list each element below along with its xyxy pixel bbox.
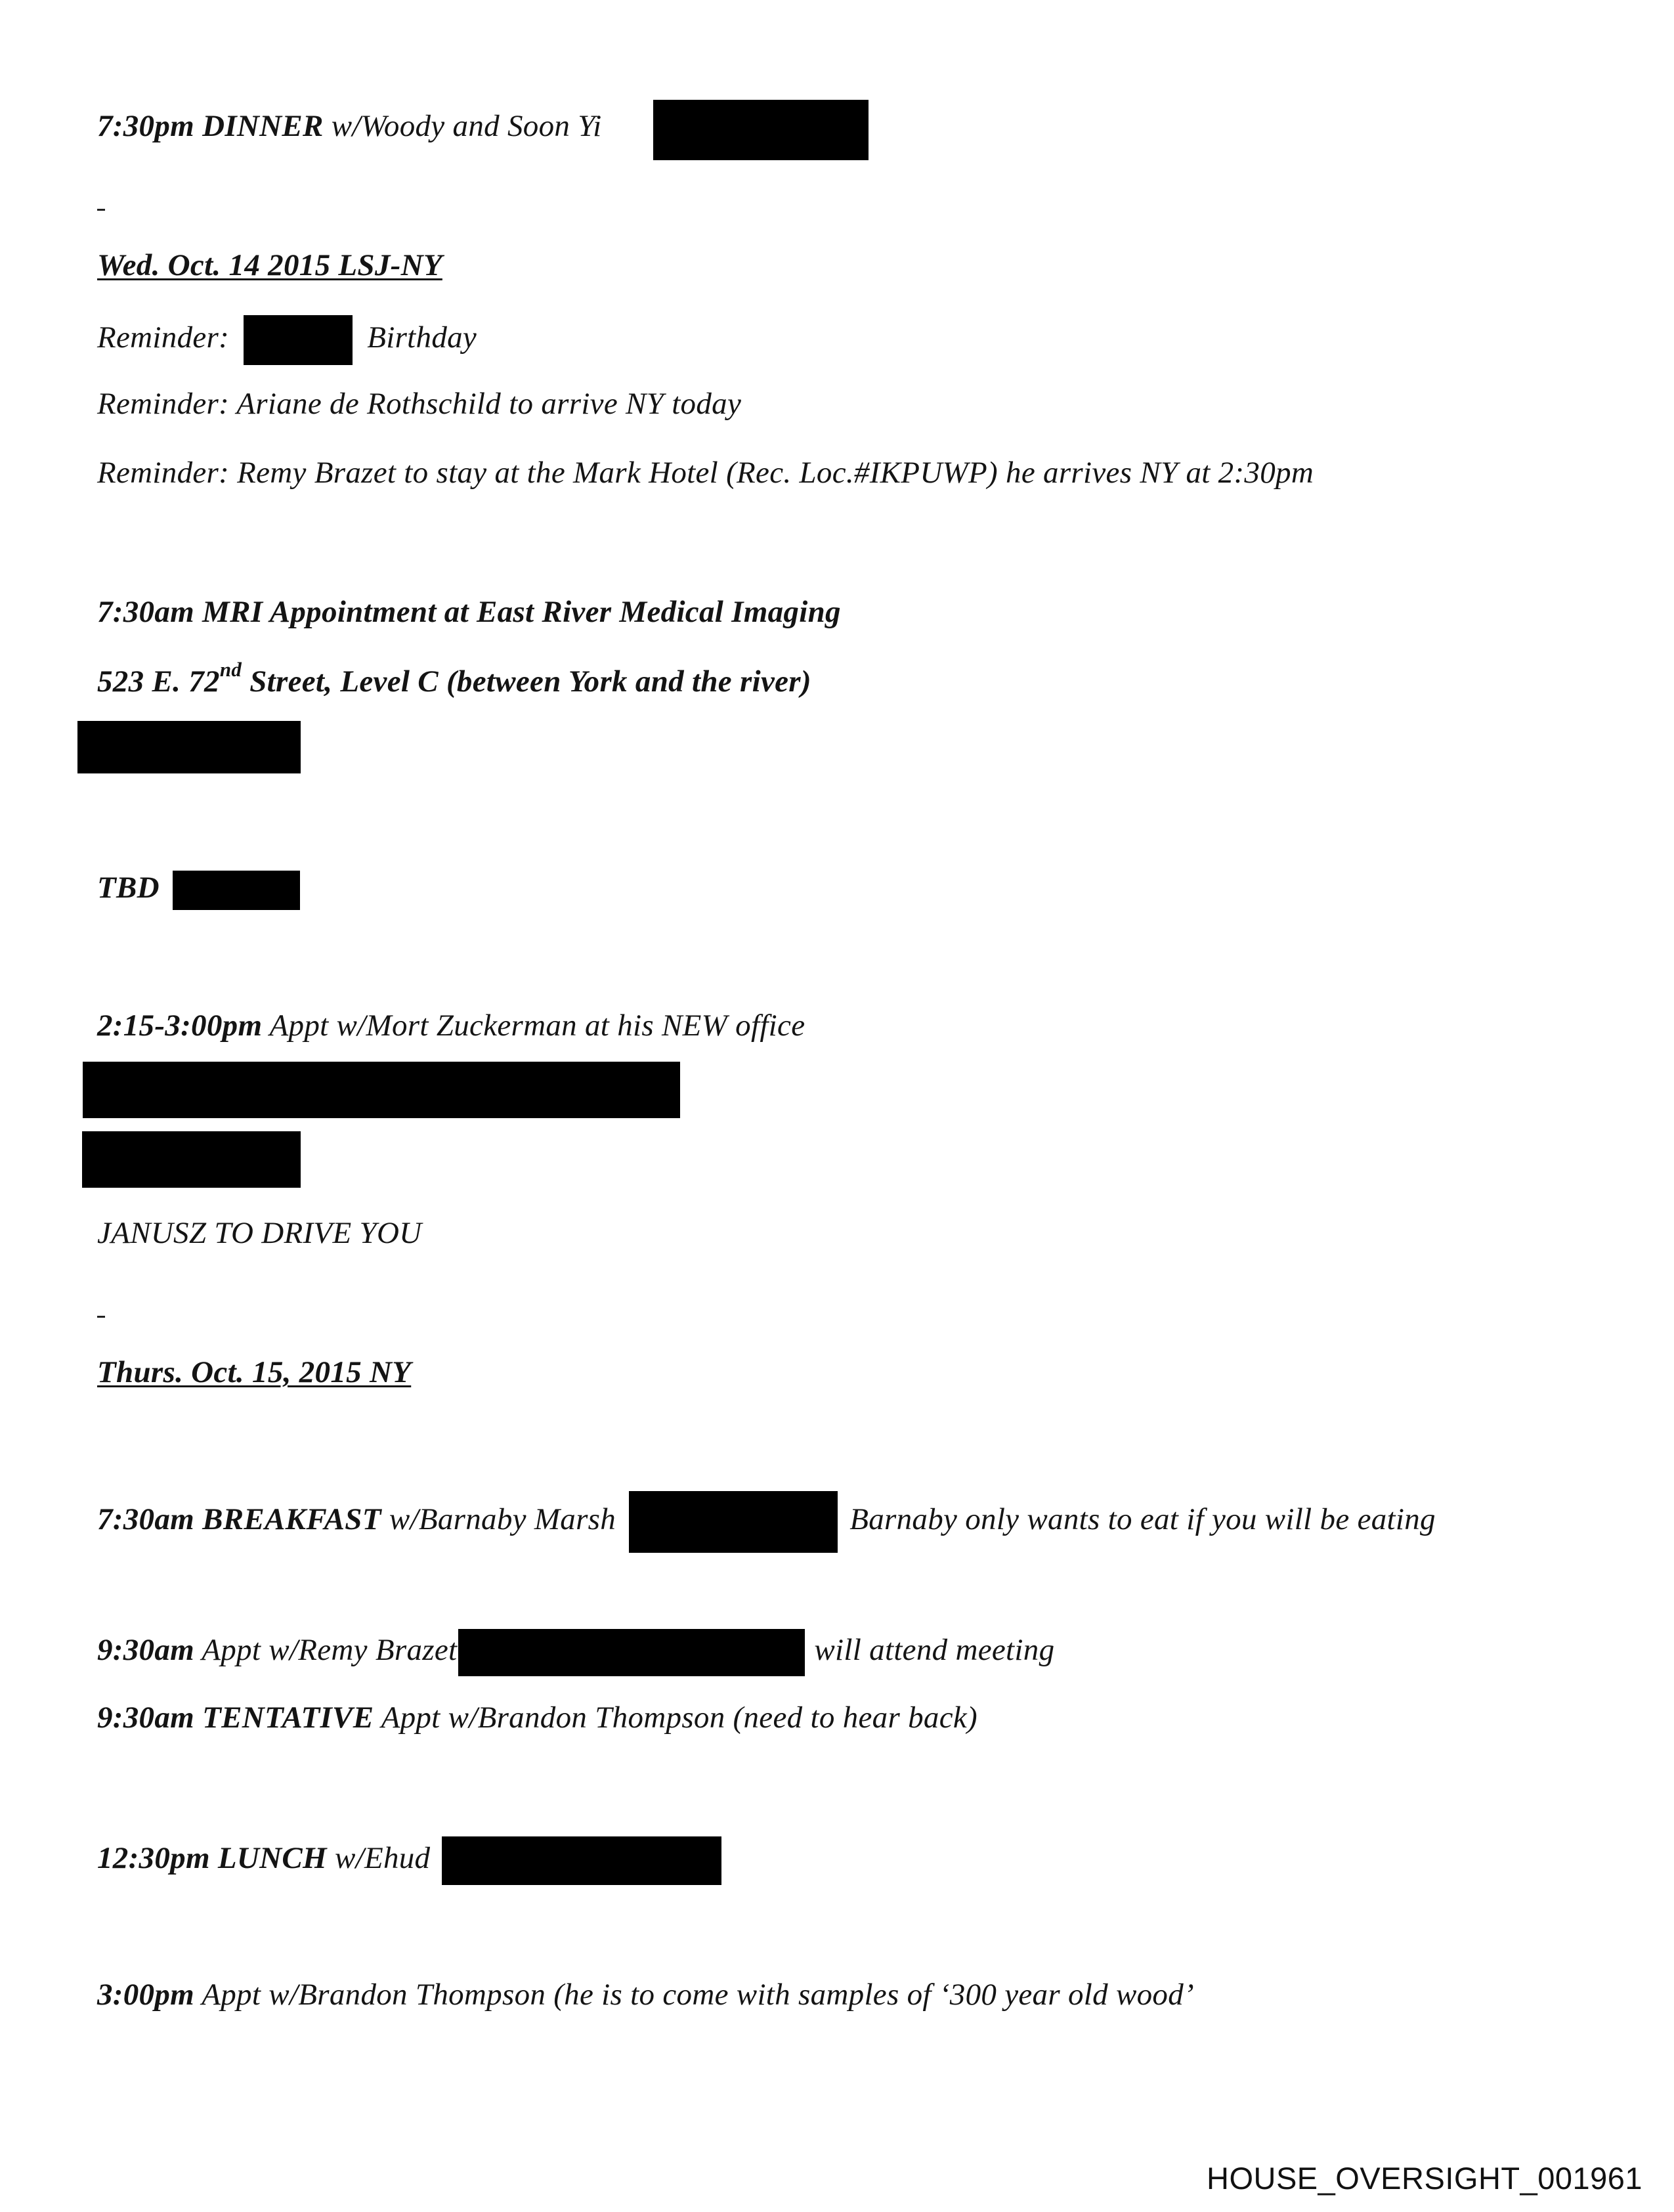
breakfast-note: Barnaby only wants to eat if you will be eating xyxy=(849,1502,1436,1536)
redaction-box xyxy=(173,871,300,910)
lunch-details: w/Ehud xyxy=(334,1840,431,1875)
mri-address xyxy=(97,658,811,701)
lunch-time: 12:30pm xyxy=(97,1840,210,1875)
driver-note: JANUSZ TO DRIVE YOU xyxy=(97,1216,422,1250)
brandon-tentative-label: TENTATIVE xyxy=(202,1701,374,1735)
breakfast-event: BREAKFAST xyxy=(202,1502,381,1536)
document-id-footer: HOUSE_OVERSIGHT_001961 xyxy=(1207,2161,1643,2196)
redaction-box xyxy=(244,315,353,365)
separator-dash xyxy=(97,209,105,211)
brandon-tentative-appointment xyxy=(97,1698,977,1737)
mri-appointment: 7:30am MRI Appointment at East River Medical Imaging xyxy=(97,595,841,629)
zuckerman-details: Appt w/Mort Zuckerman at his NEW office xyxy=(269,1008,805,1043)
brazet-details: Appt w/Remy Brazet xyxy=(202,1632,458,1667)
brandon-details: Appt w/Brandon Thompson (he is to come with samples of ‘300 year old wood’ xyxy=(202,1978,1194,2012)
brandon-tentative-details: Appt w/Brandon Thompson (need to hear back) xyxy=(381,1701,977,1735)
breakfast-line xyxy=(97,1491,1436,1553)
lunch-line xyxy=(97,1836,721,1885)
brandon-tentative-time: 9:30am xyxy=(97,1701,195,1735)
reminder-label: Reminder: xyxy=(97,320,230,355)
reminder-birthday xyxy=(97,315,477,365)
address-number: 523 E. 72 xyxy=(97,664,220,699)
address-street: Street, Level C (between York and the river) xyxy=(242,664,811,699)
lunch-event: LUNCH xyxy=(217,1840,327,1875)
zuckerman-appointment xyxy=(97,1006,805,1045)
reminder-brazet: Reminder: Remy Brazet to stay at the Mark Hotel (Rec. Loc.#IKPUWP) he arrives NY at 2:30pm xyxy=(97,456,1314,490)
thurs-date-header: Thurs. Oct. 15, 2015 NY xyxy=(97,1355,412,1389)
reminder-rothschild: Reminder: Ariane de Rothschild to arrive NY today xyxy=(97,387,742,421)
redaction-box xyxy=(629,1491,838,1553)
dinner-time: 7:30pm xyxy=(97,109,195,143)
breakfast-time: 7:30am xyxy=(97,1502,195,1536)
redaction-box xyxy=(82,1131,301,1188)
address-ordinal: nd xyxy=(219,658,242,682)
dinner-line xyxy=(97,106,602,146)
tbd-label: TBD xyxy=(97,871,160,905)
brazet-time: 9:30am xyxy=(97,1632,195,1667)
redaction-box xyxy=(442,1836,721,1885)
brandon-appointment xyxy=(97,1975,1194,2014)
tbd-line xyxy=(97,868,300,910)
redaction-box xyxy=(83,1062,680,1118)
separator-dash xyxy=(97,1316,105,1318)
wed-date-header: Wed. Oct. 14 2015 LSJ-NY xyxy=(97,248,442,282)
reminder-birthday-text: Birthday xyxy=(367,320,477,355)
zuckerman-time: 2:15-3:00pm xyxy=(97,1008,263,1043)
brazet-note: will attend meeting xyxy=(814,1632,1055,1667)
redaction-box xyxy=(77,721,301,773)
dinner-details: w/Woody and Soon Yi xyxy=(331,109,602,143)
breakfast-details: w/Barnaby Marsh xyxy=(389,1502,616,1536)
redaction-box xyxy=(458,1629,805,1676)
brandon-time: 3:00pm xyxy=(97,1978,195,2012)
dinner-event: DINNER xyxy=(202,109,324,143)
brazet-appointment xyxy=(97,1629,1054,1676)
redaction-box xyxy=(653,100,869,160)
